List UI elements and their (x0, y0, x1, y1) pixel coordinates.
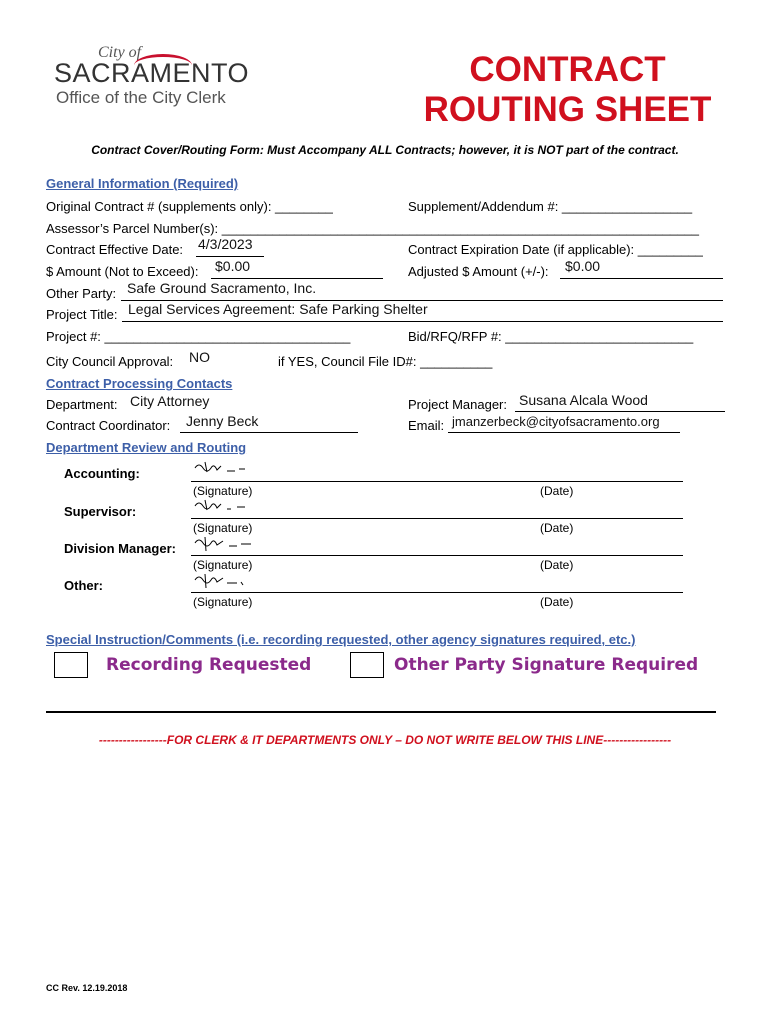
project-manager-line (515, 411, 725, 412)
recording-requested-label: Recording Requested (106, 655, 312, 675)
division-manager-signature-caption: (Signature) (193, 558, 253, 572)
accounting-date-caption: (Date) (540, 484, 574, 498)
supervisor-signature-icon[interactable] (193, 496, 253, 516)
other-signature-icon[interactable] (193, 570, 253, 592)
contacts-heading: Contract Processing Contacts (46, 376, 233, 391)
department-label: Department: (46, 397, 118, 412)
other-label: Other: (64, 578, 103, 593)
bid-number-field[interactable]: Bid/RFQ/RFP #: __________________________ (408, 329, 694, 344)
expiration-date-field[interactable]: Contract Expiration Date (if applicable): _________ (408, 242, 703, 257)
title-line-1: CONTRACT (469, 50, 666, 89)
other-date-caption: (Date) (540, 595, 574, 609)
amount-label: $ Amount (Not to Exceed): (46, 264, 199, 279)
email-value[interactable]: jmanzerbeck@cityofsacramento.org (452, 414, 660, 429)
coordinator-line (180, 432, 358, 433)
department-value[interactable]: City Attorney (130, 393, 210, 409)
council-approval-label: City Council Approval: (46, 354, 174, 369)
council-file-field[interactable]: if YES, Council File ID#: __________ (278, 354, 493, 369)
special-instructions-heading: Special Instruction/Comments (i.e. recording requested, other agency signatures required, etc.) (46, 632, 636, 647)
project-manager-label: Project Manager: (408, 397, 507, 412)
review-heading: Department Review and Routing (46, 440, 247, 455)
title-line-2: ROUTING SHEET (423, 90, 712, 129)
general-info-heading: General Information (Required) (46, 176, 239, 191)
logo-name: SACRAMENTO (54, 58, 250, 88)
adjusted-amount-line (560, 278, 723, 279)
division-manager-date-caption: (Date) (540, 558, 574, 572)
logo-city-text: City of (98, 44, 142, 61)
logo-office: Office of the City Clerk (56, 88, 226, 107)
effective-date-label: Contract Effective Date: (46, 242, 184, 257)
effective-date-line (196, 256, 264, 257)
supplement-field[interactable]: Supplement/Addendum #: __________________ (408, 199, 693, 214)
division-manager-signature-icon[interactable] (193, 533, 259, 555)
other-party-signature-checkbox[interactable] (350, 652, 384, 678)
supervisor-label: Supervisor: (64, 504, 137, 519)
cover-note: Contract Cover/Routing Form: Must Accompany ALL Contracts; however, it is NOT part of the contract. (91, 143, 679, 157)
council-approval-value[interactable]: NO (189, 349, 210, 365)
project-title-line (122, 321, 723, 322)
effective-date-value[interactable]: 4/3/2023 (198, 236, 253, 252)
project-number-field[interactable]: Project #: __________________________________ (46, 329, 351, 344)
clerk-only-divider: -----------------FOR CLERK & IT DEPARTMENTS ONLY – DO NOT WRITE BELOW THIS LINE----------------- (98, 733, 672, 747)
original-contract-field[interactable]: Original Contract # (supplements only): ________ (46, 199, 333, 214)
other-party-signature-label: Other Party Signature Required (394, 655, 699, 675)
project-title-label: Project Title: (46, 307, 118, 322)
accounting-signature-caption: (Signature) (193, 484, 253, 498)
recording-requested-checkbox[interactable] (54, 652, 88, 678)
coordinator-label: Contract Coordinator: (46, 418, 171, 433)
coordinator-value[interactable]: Jenny Beck (186, 413, 259, 429)
supervisor-date-caption: (Date) (540, 521, 574, 535)
other-line (191, 592, 683, 593)
adjusted-amount-label: Adjusted $ Amount (+/-): (408, 264, 549, 279)
other-party-value[interactable]: Safe Ground Sacramento, Inc. (127, 280, 317, 296)
amount-value[interactable]: $0.00 (215, 258, 251, 274)
email-line (448, 432, 680, 433)
parcel-field[interactable]: Assessor’s Parcel Number(s): __________________________________________________________________ (46, 221, 699, 236)
supervisor-line (191, 518, 683, 519)
project-manager-value[interactable]: Susana Alcala Wood (519, 392, 648, 408)
email-label: Email: (408, 418, 445, 433)
adjusted-amount-value[interactable]: $0.00 (565, 258, 601, 274)
supervisor-signature-caption: (Signature) (193, 521, 253, 535)
other-signature-caption: (Signature) (193, 595, 253, 609)
amount-line (211, 278, 383, 279)
division-manager-label: Division Manager: (64, 541, 176, 556)
comments-line (46, 711, 716, 713)
project-title-value[interactable]: Legal Services Agreement: Safe Parking Shelter (128, 301, 428, 317)
accounting-label: Accounting: (64, 466, 140, 481)
revision-label: CC Rev. 12.19.2018 (46, 983, 128, 993)
accounting-signature-icon[interactable] (193, 458, 253, 478)
other-party-label: Other Party: (46, 286, 117, 301)
accounting-line (191, 481, 683, 482)
division-manager-line (191, 555, 683, 556)
